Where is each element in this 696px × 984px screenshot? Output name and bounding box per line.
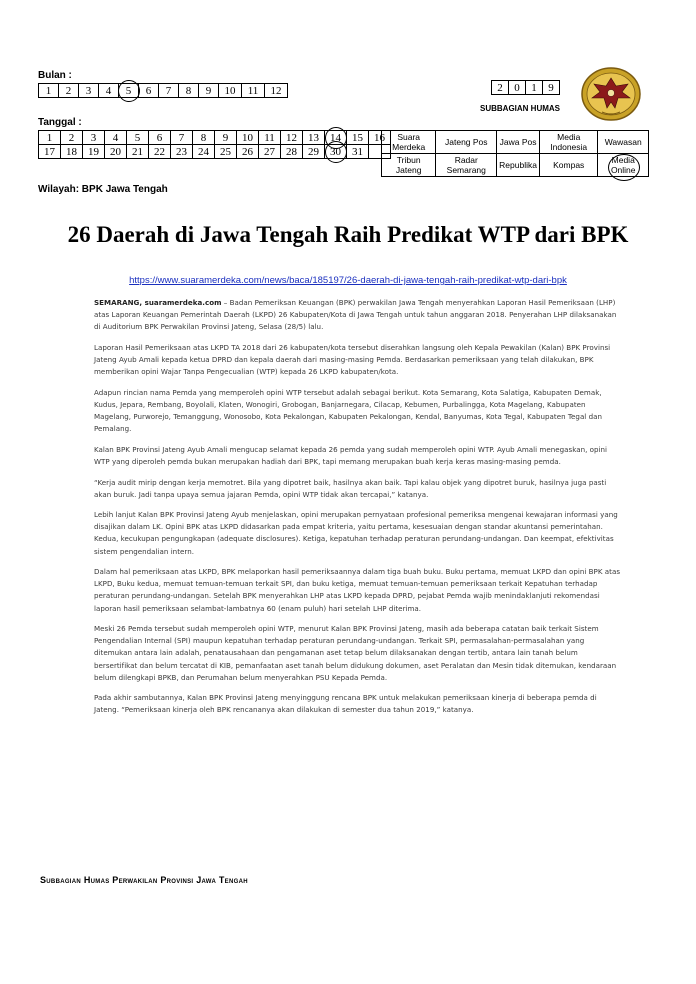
tanggal-cell: 1: [39, 131, 61, 145]
unit-label: SUBBAGIAN HUMAS: [480, 104, 560, 113]
bulan-cell: 5: [119, 84, 139, 98]
tanggal-cell: 13: [303, 131, 325, 145]
tanggal-cell: 16: [369, 131, 391, 145]
article-body: [94, 297, 622, 725]
article-paragraph: Adapun rincian nama Pemda yang memperoleh opini WTP tersebut adalah sebagai berikut. Kota Semarang, Kota Salatiga, Kabupaten Demak, Kudus, Jepara, Rembang, Boyolali, Klaten, Wonogiri, Grobogan, Banjarnegara, Cilacap, Kebumen, Purbalingga, Kota Magelang, Kabupaten Magelang, Purworejo, Temanggung, Wonosobo, Kota Pekalongan, Kabupaten Pekalongan, Kendal, Banyumas, Kota Tegal, Kabupaten Tegal dan Pemalang.: [94, 387, 602, 434]
article-url-link[interactable]: https://www.suaramerdeka.com/news/baca/185197/26-daerah-di-jawa-tengah-raih-predikat-wtp-dari-bpk: [129, 275, 567, 286]
article-paragraph: Meski 26 Pemda tersebut sudah memperoleh opini WTP, menurut Kalan BPK Provinsi Jateng, masih ada beberapa catatan baik terkait Sistem Pengendalian Internal (SPI) maupun kepatuhan terhadap peraturan perundang-undangan. Terkait SPI, permasalahan-permasalahan yang ditemukan antara lain adalah, penatausahaan dan pengamanan aset tetap belum dilaksanakan dengan tertib, antara lain tanah belum bersertifikat dan belum tercatat di KIB, pemanfaatan aset tanah belum didukung dokumen, aset Peralatan dan Mesin tidak ditemukan, kendaraan belum dilengkapi BPKB, dan Perumahan belum menyerahkan PSU Kepada Pemda.: [94, 624, 617, 682]
media-cell: Media Online: [598, 154, 649, 177]
tanggal-cell: 20: [105, 145, 127, 159]
tanggal-cell: 15: [347, 131, 369, 145]
bulan-cell: 12: [265, 84, 288, 98]
footer-unit-label: Subbagian Humas Perwakilan Provinsi Jawa Tengah: [40, 875, 248, 885]
tanggal-cell: 2: [61, 131, 83, 145]
media-cell: Jateng Pos: [436, 131, 497, 154]
tanggal-cell: 17: [39, 145, 61, 159]
tanggal-cell: 3: [83, 131, 105, 145]
tanggal-table: [38, 130, 391, 159]
tanggal-cell: 10: [237, 131, 259, 145]
tanggal-label: Tanggal :: [38, 117, 82, 128]
year-digit: 9: [543, 81, 560, 95]
tanggal-cell: 11: [259, 131, 281, 145]
media-cell: Jawa Pos: [497, 131, 540, 154]
wilayah-label: Wilayah: BPK Jawa Tengah: [38, 184, 168, 195]
bulan-cell: 11: [242, 84, 265, 98]
bulan-cell: 6: [139, 84, 159, 98]
tanggal-cell: 23: [171, 145, 193, 159]
article-paragraph: Dalam hal pemeriksaan atas LKPD, BPK melaporkan hasil pemeriksaannya dalam tiga buah buku. Buku pertama, memuat LKPD dan opini BPK atas LKPD, Buku kedua, memuat temuan-temuan terkait SPI, dan buku ketiga, memuat temuan-temuan pemeriksaan terkait Kepatuhan terhadap peraturan perundang-undangan. Setelah BPK menyerahkan LHP atas LKPD kepada DPRD, pejabat Pemda wajib menindaklanjuti rekomendasi laporan hasil pemeriksaan selambat-lambatnya 60 (enam puluh) hari setelah LHP diterima.: [94, 567, 621, 613]
article-paragraph: Pada akhir sambutannya, Kalan BPK Provinsi Jateng menyinggung rencana BPK untuk melakukan pemeriksaan kinerja di beberapa pemda di Jateng. “Pemeriksaan kinerja oleh BPK rencananya akan dilakukan di semester dua tahun 2019,” katanya.: [94, 693, 597, 715]
tanggal-cell: 25: [215, 145, 237, 159]
article-title: 26 Daerah di Jawa Tengah Raih Predikat WTP dari BPK: [67, 222, 629, 247]
media-cell: Suara Merdeka: [382, 131, 436, 154]
tanggal-cell: 8: [193, 131, 215, 145]
tanggal-cell: 19: [83, 145, 105, 159]
bulan-label: Bulan :: [38, 70, 72, 81]
bpk-emblem-icon: [580, 66, 642, 122]
tanggal-cell: 9: [215, 131, 237, 145]
bulan-cell: 8: [179, 84, 199, 98]
tanggal-cell: 14: [325, 131, 347, 145]
media-table: [381, 130, 649, 177]
year-box: [491, 80, 560, 95]
tanggal-cell: 6: [149, 131, 171, 145]
year-digit: 2: [492, 81, 509, 95]
media-cell: Media Indonesia: [539, 131, 597, 154]
media-cell: Radar Semarang: [436, 154, 497, 177]
bulan-cell: 7: [159, 84, 179, 98]
bulan-cell: 4: [99, 84, 119, 98]
bulan-cell: 10: [219, 84, 242, 98]
media-cell: Kompas: [539, 154, 597, 177]
tanggal-cell: 4: [105, 131, 127, 145]
tanggal-cell: 21: [127, 145, 149, 159]
tanggal-cell: 30: [325, 145, 347, 159]
bulan-cell: 2: [59, 84, 79, 98]
article-paragraph: SEMARANG, suaramerdeka.com – Badan Pemeriksan Keuangan (BPK) perwakilan Jawa Tengah menyerahkan Laporan Hasil Pemeriksaan (LHP) atas Laporan Keuangan Pemerintah Daerah (LKPD) 26 Kabupaten/Kota di Jawa Tengah untuk tahun anggaran 2018. Penyerahan LHP dilaksanakan di Auditorium BPK Perwakilan Provinsi Jateng, Selasa (28/5) lalu.: [94, 298, 617, 332]
bulan-cell: 3: [79, 84, 99, 98]
bulan-cell: 9: [199, 84, 219, 98]
media-cell: Wawasan: [598, 131, 649, 154]
tanggal-cell: 22: [149, 145, 171, 159]
tanggal-cell: 31: [347, 145, 369, 159]
bulan-cell: 1: [39, 84, 59, 98]
tanggal-cell: 7: [171, 131, 193, 145]
article-dateline: SEMARANG, suaramerdeka.com: [94, 298, 222, 307]
tanggal-cell: 12: [281, 131, 303, 145]
tanggal-cell: 28: [281, 145, 303, 159]
tanggal-cell: 18: [61, 145, 83, 159]
article-paragraph: Kalan BPK Provinsi Jateng Ayub Amali mengucap selamat kepada 26 pemda yang sudah memperoleh opini WTP. Ayub Amali menegaskan, opini WTP yang diperoleh pemda bukan merupakan hadiah dari BPK, tapi memang merupakan buah kerja keras masing-masing pemda.: [94, 444, 608, 466]
tanggal-cell: 26: [237, 145, 259, 159]
year-digit: 0: [509, 81, 526, 95]
bulan-table: [38, 83, 288, 98]
year-digit: 1: [526, 81, 543, 95]
tanggal-cell: 5: [127, 131, 149, 145]
tanggal-cell: 24: [193, 145, 215, 159]
article-paragraph: Laporan Hasil Pemeriksaan atas LKPD TA 2018 dari 26 kabupaten/kota tersebut diserahkan langsung oleh Kepala Pewakilan (Kalan) BPK Provinsi Jateng Ayub Amali kepada ketua DPRD dan kepala daerah dari masing-masing Pemda. Berdasarkan pemeriksaan yang telah dilakukan, BPK memberikan opini Wajar Tanpa Pengecualian (WTP) kepada 26 LKPD kabupaten/kota.: [94, 342, 611, 377]
article-paragraph: “Kerja audit mirip dengan kerja memotret. Bila yang dipotret baik, hasilnya akan baik. Tapi kalau objek yang dipotret buruk, hasilnya juga pasti akan buruk. Jadi tanpa upaya semua jajaran Pemda, opini WTP tidak akan tercapai,” katanya.: [94, 477, 607, 499]
tanggal-cell: 29: [303, 145, 325, 159]
tanggal-cell: 27: [259, 145, 281, 159]
media-cell: Republika: [497, 154, 540, 177]
media-cell: Tribun Jateng: [382, 154, 436, 177]
article-paragraph: Lebih lanjut Kalan BPK Provinsi Jateng Ayub menjelaskan, opini merupakan pernyataan profesional pemeriksa mengenai kewajaran informasi yang disajikan dalam LK. Opini BPK atas LKPD didasarkan pada empat kriteria, yaitu pertama, kesesuaian dengan standar akuntansi pemerintahan. Kedua, kecukupan pengungkapan (adequate disclosures). Ketiga, kepatuhan terhadap peraturan perundang-undangan. Dan keempat, efektivitas sistem pengendalian intern.: [94, 510, 618, 556]
